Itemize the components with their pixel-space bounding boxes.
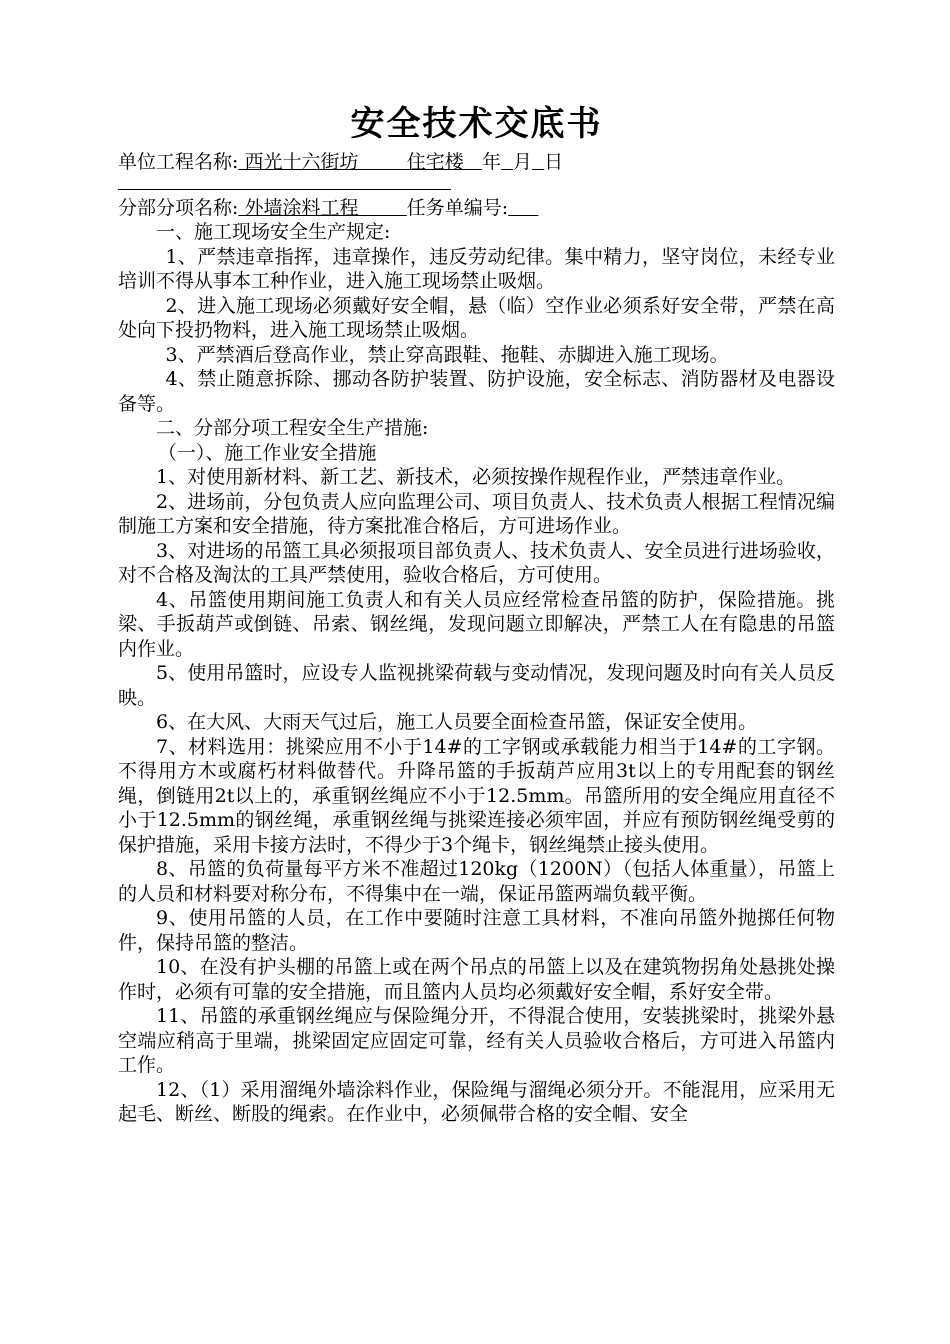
year-label: 年 — [481, 151, 501, 173]
unit-project-line — [118, 150, 835, 175]
measure-item: 3、对进场的吊篮工具必须报项目部负责人、技术负责人、安全员进行进场验收，对不合格及淘汰的工具严禁使用，验收合格后，方可使用。 — [118, 539, 835, 586]
unit-type: 住宅楼 — [406, 151, 464, 173]
month-label: 月 — [513, 151, 533, 173]
measure-item: 7、材料选用：挑梁应用不小于14#的工字钢或承载能力相当于14#的工字钢。不得用方木或腐朽材料做替代。升降吊篮的手扳葫芦应用3t以上的专用配套的钢丝绳，倒链用2t以上的，承重钢丝绳应不小于12.5mm。吊篮所用的安全绳应用直径不小于12.5mm的钢丝绳，承重钢丝绳与挑梁连接必须牢固，并应有预防钢丝绳受剪的保护措施，采用卡接方法时，不得少于3个绳卡，钢丝绳禁止接头使用。 — [118, 735, 835, 856]
document-page — [118, 98, 835, 1127]
section-2-heading: 二、分部分项工程安全生产措施: — [156, 417, 429, 439]
measure-item: 6、在大风、大雨天气过后，施工人员要全面检查吊篮，保证安全使用。 — [156, 711, 758, 733]
measure-item: 8、吊篮的负荷量每平方米不准超过120kg（1200N）（包括人体重量），吊篮上的人员和材料要对称分布，不得集中在一端，保证吊篮两端负载平衡。 — [118, 858, 835, 905]
subsection-underline — [238, 197, 406, 219]
measure-item: 1、对使用新材料、新工艺、新技术，必须按操作规程作业，严禁违章作业。 — [156, 466, 796, 488]
measure-item: 9、使用吊篮的人员，在工作中要随时注意工具材料，不准向吊篮外抛掷任何物件，保持吊篮的整洁。 — [118, 907, 835, 954]
unit-name: 西光十六街坊 — [244, 151, 359, 173]
measure-item: 4、吊篮使用期间施工负责人和有关人员应经常检查吊篮的防护，保险措施。挑梁、手扳葫芦或倒链、吊索、钢丝绳，发现问题立即解决，严禁工人在有隐患的吊篮内作业。 — [118, 588, 835, 660]
measure-item: 5、使用吊篮时，应设专人监视挑梁荷载与变动情况，发现问题及时向有关人员反映。 — [118, 662, 835, 709]
section-1-heading: 一、施工现场安全生产规定: — [156, 221, 391, 243]
section-2-subheading: （一）、施工作业安全措施 — [157, 441, 377, 464]
measure-item: 11、吊篮的承重钢丝绳应与保险绳分开，不得混合使用，安装挑梁时，挑梁外悬空端应稍高于里端，挑梁固定应固定可靠，经有关人员验收合格后，方可进入吊篮内工作。 — [118, 1005, 835, 1076]
day-blank — [532, 151, 544, 173]
month-blank — [501, 151, 513, 173]
rule-item: 1、严禁违章指挥，违章操作，违反劳动纪律。集中精力，坚守岗位，未经专业培训不得从事本工种作业，进入施工现场禁止吸烟。 — [118, 245, 835, 292]
subsection-line — [118, 196, 835, 221]
rule-item: 4、禁止随意拆除、挪动各防护装置、防护设施，安全标志、消防器材及电器设备等。 — [118, 368, 835, 415]
measure-item: 2、进场前，分包负责人应向监理公司、项目负责人、技术负责人根据工程情况编制施工方案和安全措施，待方案批准合格后，方可进场作业。 — [118, 490, 835, 537]
blank-underline-row — [118, 175, 451, 190]
unit-label: 单位工程名称: — [118, 151, 239, 173]
rule-item: 2、进入施工现场必须戴好安全帽，悬（临）空作业必须系好安全带，严禁在高处向下投扔物料，进入施工现场禁止吸烟。 — [118, 294, 835, 341]
subsection-label: 分部分项名称: — [118, 196, 239, 219]
task-number-blank — [508, 197, 538, 219]
measure-item: 10、在没有护头棚的吊篮上或在两个吊点的吊篮上以及在建筑物拐角处悬挑处操作时，必须有可靠的安全措施，而且篮内人员均必须戴好安全帽，系好安全带。 — [118, 956, 835, 1003]
measure-item: 12、（1）采用溜绳外墙涂料作业，保险绳与溜绳必须分开。不能混用，应采用无起毛、断丝、断股的绳索。在作业中，必须佩带合格的安全帽、安全 — [118, 1078, 835, 1125]
day-label: 日 — [544, 151, 564, 173]
task-label: 任务单编号: — [406, 196, 509, 219]
subsection-name: 外墙涂料工程 — [244, 196, 359, 219]
document-title: 安全技术交底书 — [350, 104, 603, 144]
rule-item: 3、严禁酒后登高作业，禁止穿高跟鞋、拖鞋、赤脚进入施工现场。 — [165, 343, 729, 366]
unit-name-underline — [238, 151, 482, 173]
